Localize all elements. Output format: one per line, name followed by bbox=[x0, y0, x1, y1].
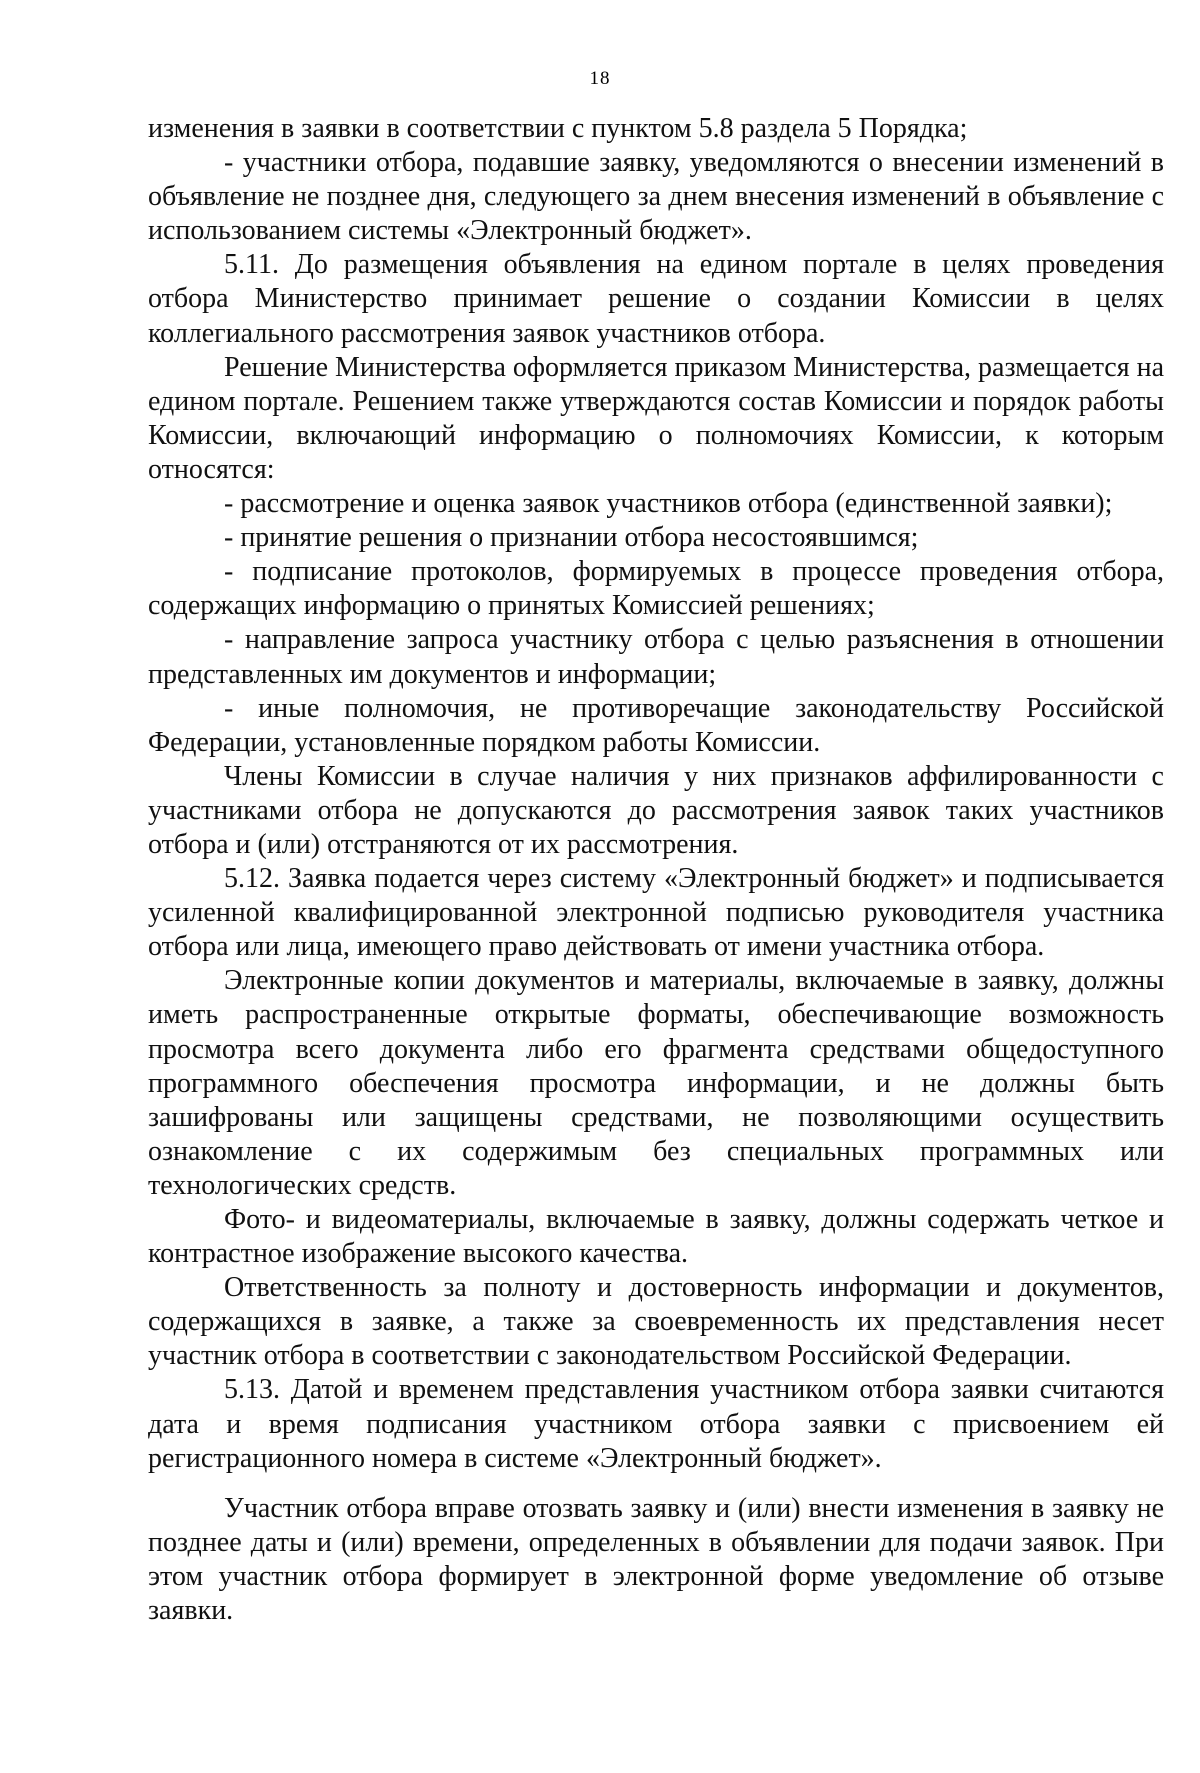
list-item-failed-selection: - принятие решения о признании отбора несостоявшимся; bbox=[224, 522, 919, 554]
paragraph-withdrawal: Участник отбора вправе отозвать заявку и (или) внести изменения в заявку не позднее даты и (или) времени, определенных в объявлении для подачи заявок. При этом участник отбора формирует в электронной форме уведомление об отзыве заявки. bbox=[148, 1492, 1164, 1627]
paragraph-continuation: изменения в заявки в соответствии с пунктом 5.8 раздела 5 Порядка; bbox=[148, 113, 968, 144]
paragraph-commission-decision: Решение Министерства оформляется приказом Министерства, размещается на едином портале. Решением также утверждаются состав Комиссии и порядок работы Комиссии, включающий информацию о полномочиях Комиссии, к которым относятся: bbox=[148, 351, 1164, 485]
paragraph-5-11: 5.11. До размещения объявления на едином портале в целях проведения отбора Министерство принимает решение о создании Комиссии в целях коллегиального рассмотрения заявок участников отбора. bbox=[148, 249, 1164, 349]
paragraph-gap bbox=[148, 1476, 1164, 1492]
paragraph-photo-video: Фото- и видеоматериалы, включаемые в заявку, должны содержать четкое и контрастное изображение высокого качества. bbox=[148, 1204, 1164, 1270]
list-item-other-powers: - иные полномочия, не противоречащие законодательству Российской Федерации, установленные порядком работы Комиссии. bbox=[148, 692, 1164, 758]
list-item-request: - направление запроса участнику отбора с целью разъяснения в отношении представленных им документов и информации; bbox=[148, 624, 1164, 690]
page-number: 18 bbox=[589, 68, 611, 89]
paragraph-5-13: 5.13. Датой и временем представления участником отбора заявки считаются дата и время подписания участником отбора заявки с присвоением ей регистрационного номера в системе «Электронный бюджет». bbox=[148, 1374, 1164, 1474]
paragraph-5-12: 5.12. Заявка подается через систему «Электронный бюджет» и подписывается усиленной квалифицированной электронной подписью руководителя участника отбора или лица, имеющего право действовать от имени участника отбора. bbox=[148, 863, 1164, 963]
paragraph-electronic-copies: Электронные копии документов и материалы, включаемые в заявку, должны иметь распространенные открытые форматы, обеспечивающие возможность просмотра всего документа либо его фрагмента средствами общедоступного программного обеспечения просмотра информации, и не должны быть зашифрованы или защищены средствами, не позволяющими осуществить ознакомление с их содержимым без специальных программных или технологических средств. bbox=[148, 965, 1164, 1201]
list-item-review: - рассмотрение и оценка заявок участников отбора (единственной заявки); bbox=[224, 488, 1113, 520]
paragraph-affiliation: Члены Комиссии в случае наличия у них признаков аффилированности с участниками отбора не допускаются до рассмотрения заявок таких участников отбора и (или) отстраняются от их рассмотрения. bbox=[148, 760, 1164, 860]
list-item-participants-notified: - участники отбора, подавшие заявку, уведомляются о внесении изменений в объявление не позднее дня, следующего за днем внесения изменений в объявление с использованием системы «Электронный бюджет». bbox=[148, 147, 1164, 247]
document-body bbox=[148, 112, 1164, 1628]
list-item-protocols: - подписание протоколов, формируемых в процессе проведения отбора, содержащих информацию о принятых Комиссией решениях; bbox=[148, 556, 1164, 622]
paragraph-responsibility: Ответственность за полноту и достоверность информации и документов, содержащихся в заявке, а также за своевременность их представления несет участник отбора в соответствии с законодательством Российской Федерации. bbox=[148, 1272, 1164, 1372]
